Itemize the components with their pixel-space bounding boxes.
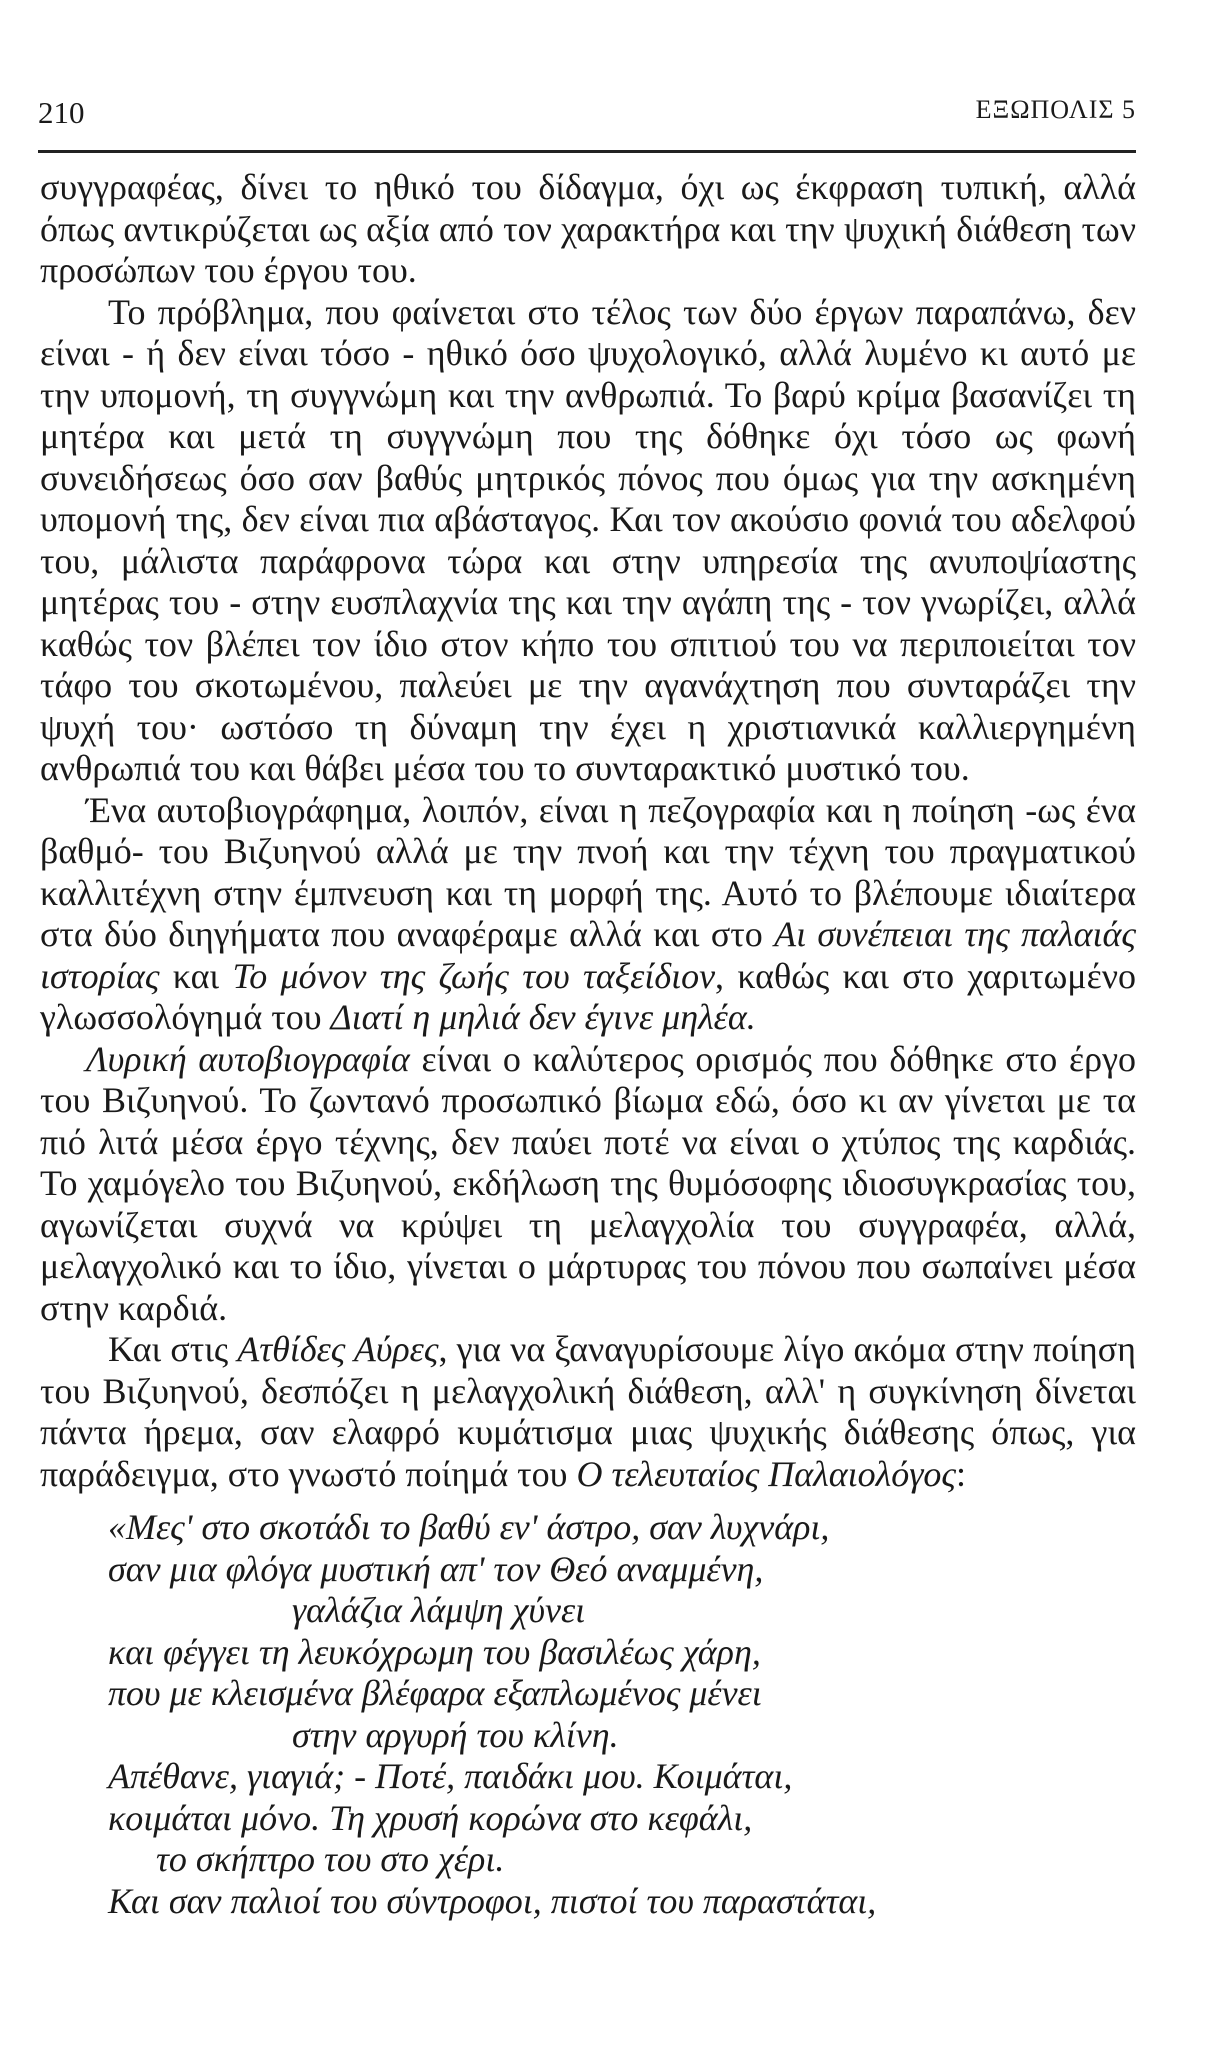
page-number: 210 [38,95,85,130]
paragraph-1 [40,167,1136,292]
paragraph-3-text: , καθώς και στο χαριτωμένο γλωσσολόγημά του [40,955,1136,1037]
poem-line: σαν μια φλόγα μυστική απ' τον Θεό αναμμένη, [108,1548,764,1589]
work-title: Λυρική αυτοβιογραφία [86,1038,410,1079]
paragraph-5-text: : [956,1453,967,1494]
poem-line: «Μες' στο σκοτάδι το βαθύ εν' άστρο, σαν λυχνάρι, [108,1507,830,1547]
paragraph-2-text: Το πρόβλημα, που φαίνεται στο τέλος των δύο έργων παραπάνω, δεν είναι - ή δεν είναι τόσο - ηθικό όσο ψυχολογικό, αλλά λυμένο κι αυτό με την υπομονή, τη συγγνώμη και την ανθρωπιά. Το βαρύ κρίμα βασανίζει τη μητέρα και μετά τη συγγνώμη που της δόθηκε όχι τόσο ως φωνή συνειδήσεως όσο σαν βαθύς μητρικός πόνος που όμως για την ασκημένη υπομονή της, δεν είναι πια αβάσταγος. Και τον ακούσιο φονιά του αδελφού του, μάλιστα παράφρονα τώρα και στην υπηρεσία της ανυποψίαστης μητέρας του - στην ευσπλαχνία της και την αγάπη της - τον γνωρίζει, αλλά καθώς τον βλέπει τον ίδιο στον κήπο του σπιτιού του να περιποιείται τον τάφο του σκοτωμένου, παλεύει με την αγανάχτηση που συνταράζει την ψυχή του· ωστόσο τη δύναμη την έχει η χριστιανικά καλλιεργημένη ανθρωπιά του και θάβει μέσα του το συνταρακτικό μυστικό του. [40,291,1136,788]
poem-line: Και σαν παλιοί του σύντροφοι, πιστοί του παραστάται, [108,1880,877,1921]
paragraph-3-text: και [159,955,233,996]
paragraph-4 [40,1039,1136,1330]
poem-line: γαλάζια λάμψη χύνει [292,1590,586,1630]
work-title: Διατί η μηλιά δεν έγινε μηλέα. [330,997,756,1037]
poem-line: στην αργυρή του κλίνη. [292,1714,619,1755]
paragraph-5 [40,1329,1136,1495]
paragraph-5-text: Και στις [108,1329,238,1369]
poem-line: κοιμάται μόνο. Τη χρυσή κορώνα στο κεφάλι, [108,1797,753,1838]
running-head: ΕΞΩΠΟΛΙΣ 5 [975,95,1136,124]
paragraph-3 [40,790,1136,1039]
work-title: Το μόνον της ζωής του ταξείδιον [232,955,716,996]
paragraph-1-text: συγγραφέας, δίνει το ηθικό του δίδαγμα, όχι ως έκφραση τυπική, αλλά όπως αντικρύζεται ως αξία από τον χαρακτήρα και την ψυχική διάθεση των προσώπων του έργου του. [40,167,1136,290]
poem-line: το σκήπτρο του στο χέρι. [156,1839,505,1879]
work-title: Ατθίδες Αύρες [237,1329,439,1369]
poem-line: Απέθανε, γιαγιά; - Ποτέ, παιδάκι μου. Κοιμάται, [108,1756,793,1796]
header-rule [38,150,1136,153]
page-header [38,95,1136,135]
poem-line: που με κλεισμένα βλέφαρα εξαπλωμένος μένει [108,1673,762,1713]
paragraph-4-text: είναι ο καλύτερος ορισμός που δόθηκε στο έργο του Βιζυηνού. Το ζωντανό προσωπικό βίωμα εδώ, όσο κι αν γίνεται με τα πιό λιτά μέσα έργο τέχνης, δεν παύει ποτέ να είναι ο χτύπος της καρδιάς. Το χαμόγελο του Βιζυηνού, εκδήλωση της θυμόσοφης ιδιοσυγκρασίας του, αγωνίζεται συχνά να κρύψει τη μελαγχολία του συγγραφέα, αλλά, μελαγχολικό και το ίδιο, γίνεται ο μάρτυρας του πόνου που σωπαίνει μέσα στην καρδιά. [40,1038,1136,1328]
work-title: Αι συνέπειαι της παλαιάς ιστορίας [40,914,1136,996]
paragraph-3-text: Ένα αυτοβιογράφημα, λοιπόν, είναι η πεζογραφία και η ποίηση -ως ένα βαθμό- του Βιζυηνού αλλά με την πνοή και την τέχνη του πραγματικού καλλιτέχνη στην έμπνευση και τη μορφή της. Αυτό το βλέπουμε ιδιαίτερα στα δύο διηγήματα που αναφέραμε αλλά και στο [40,789,1136,954]
work-title: Ο τελευταίος Παλαιολόγος [576,1453,956,1494]
paragraph-2 [40,292,1136,790]
poem-line: και φέγγει τη λευκόχρωμη του βασιλέως χάρη, [108,1631,761,1672]
poem-excerpt [108,1507,1136,1922]
paragraph-5-text: , για να ξαναγυρίσουμε λίγο ακόμα στην ποίηση του Βιζυηνού, δεσπόζει η μελαγχολική διάθεση, αλλ' η συγκίνηση δίνεται πάντα ήρεμα, σαν ελαφρό κυμάτισμα μιας ψυχικής διάθεσης όπως, για παράδειγμα, στο γνωστό ποίημά του [40,1329,1136,1494]
body-text [40,167,1136,1922]
